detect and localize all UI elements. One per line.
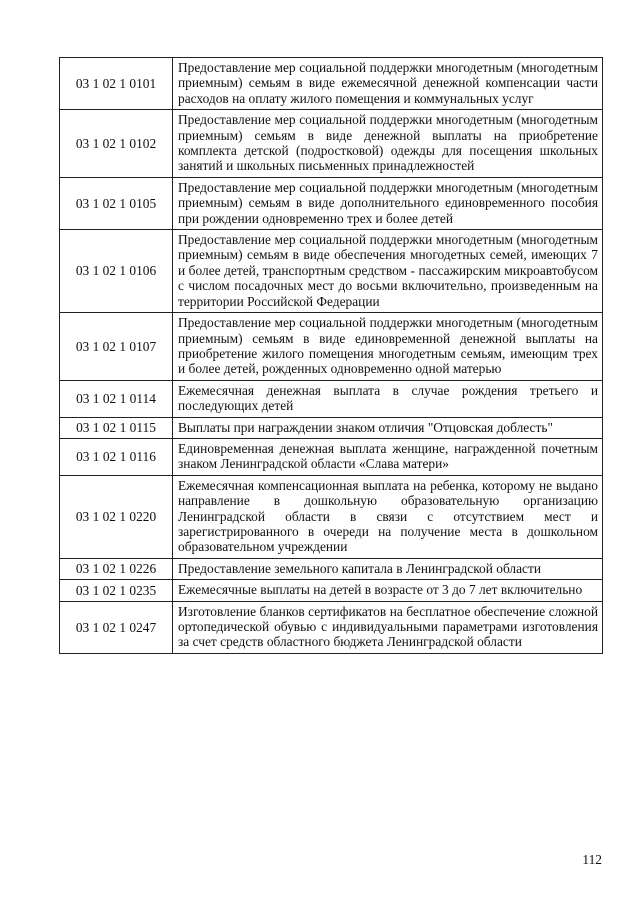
table-row [60, 438, 603, 475]
row-description: Ежемесячная компенсационная выплата на ребенка, которому не выдано направление в дошкольную образовательную организацию Ленинградской области в связи с отсутствием мест и зарегистрированного в очереди на получение места в дошкольном образовательном учреждении [173, 475, 603, 558]
row-code: 03 1 02 1 0247 [60, 601, 173, 653]
table-row [60, 580, 603, 601]
row-code: 03 1 02 1 0116 [60, 438, 173, 475]
table-row [60, 177, 603, 229]
row-code: 03 1 02 1 0102 [60, 110, 173, 178]
row-description: Предоставление земельного капитала в Ленинградской области [173, 558, 603, 579]
row-description: Ежемесячные выплаты на детей в возрасте от 3 до 7 лет включительно [173, 580, 603, 601]
row-code: 03 1 02 1 0226 [60, 558, 173, 579]
table-row [60, 380, 603, 417]
budget-codes-table [59, 57, 603, 654]
table-row [60, 313, 603, 381]
row-code: 03 1 02 1 0114 [60, 380, 173, 417]
table-row [60, 475, 603, 558]
row-description: Предоставление мер социальной поддержки многодетным (многодетным приемным) семьям в виде обеспечения многодетных семей, имеющих 7 и более детей, транспортным средством - пассажирским микроавтобусом с числом посадочных мест до восьми включительно, произведенным на территории Российской Федерации [173, 230, 603, 313]
row-code: 03 1 02 1 0101 [60, 58, 173, 110]
row-description: Предоставление мер социальной поддержки многодетным (многодетным приемным) семьям в виде денежной выплаты на приобретение комплекта детской (подростковой) одежды для посещения школьных занятий и школьных письменных принадлежностей [173, 110, 603, 178]
table-row [60, 230, 603, 313]
row-code: 03 1 02 1 0105 [60, 177, 173, 229]
row-description: Предоставление мер социальной поддержки многодетным (многодетным приемным) семьям в виде единовременной денежной выплаты на приобретение жилого помещения многодетным семьям, имеющим трех и более детей, рожденных одновременно одной матерью [173, 313, 603, 381]
row-code: 03 1 02 1 0220 [60, 475, 173, 558]
row-description: Выплаты при награждении знаком отличия "Отцовская доблесть" [173, 417, 603, 438]
table-row [60, 58, 603, 110]
row-code: 03 1 02 1 0107 [60, 313, 173, 381]
row-description: Изготовление бланков сертификатов на бесплатное обеспечение сложной ортопедической обувью с индивидуальными параметрами изготовления за счет средств областного бюджета Ленинградской области [173, 601, 603, 653]
row-code: 03 1 02 1 0106 [60, 230, 173, 313]
table-row [60, 110, 603, 178]
page-number: 112 [582, 852, 602, 867]
row-code: 03 1 02 1 0115 [60, 417, 173, 438]
table-row [60, 558, 603, 579]
row-description: Предоставление мер социальной поддержки многодетным (многодетным приемным) семьям в виде дополнительного единовременного пособия при рождении одновременно трех и более детей [173, 177, 603, 229]
table-row [60, 417, 603, 438]
table-body [60, 58, 603, 654]
row-description: Единовременная денежная выплата женщине, награжденной почетным знаком Ленинградской области «Слава матери» [173, 438, 603, 475]
row-description: Ежемесячная денежная выплата в случае рождения третьего и последующих детей [173, 380, 603, 417]
table-row [60, 601, 603, 653]
row-code: 03 1 02 1 0235 [60, 580, 173, 601]
row-description: Предоставление мер социальной поддержки многодетным (многодетным приемным) семьям в виде ежемесячной денежной компенсации части расходов на оплату жилого помещения и коммунальных услуг [173, 58, 603, 110]
